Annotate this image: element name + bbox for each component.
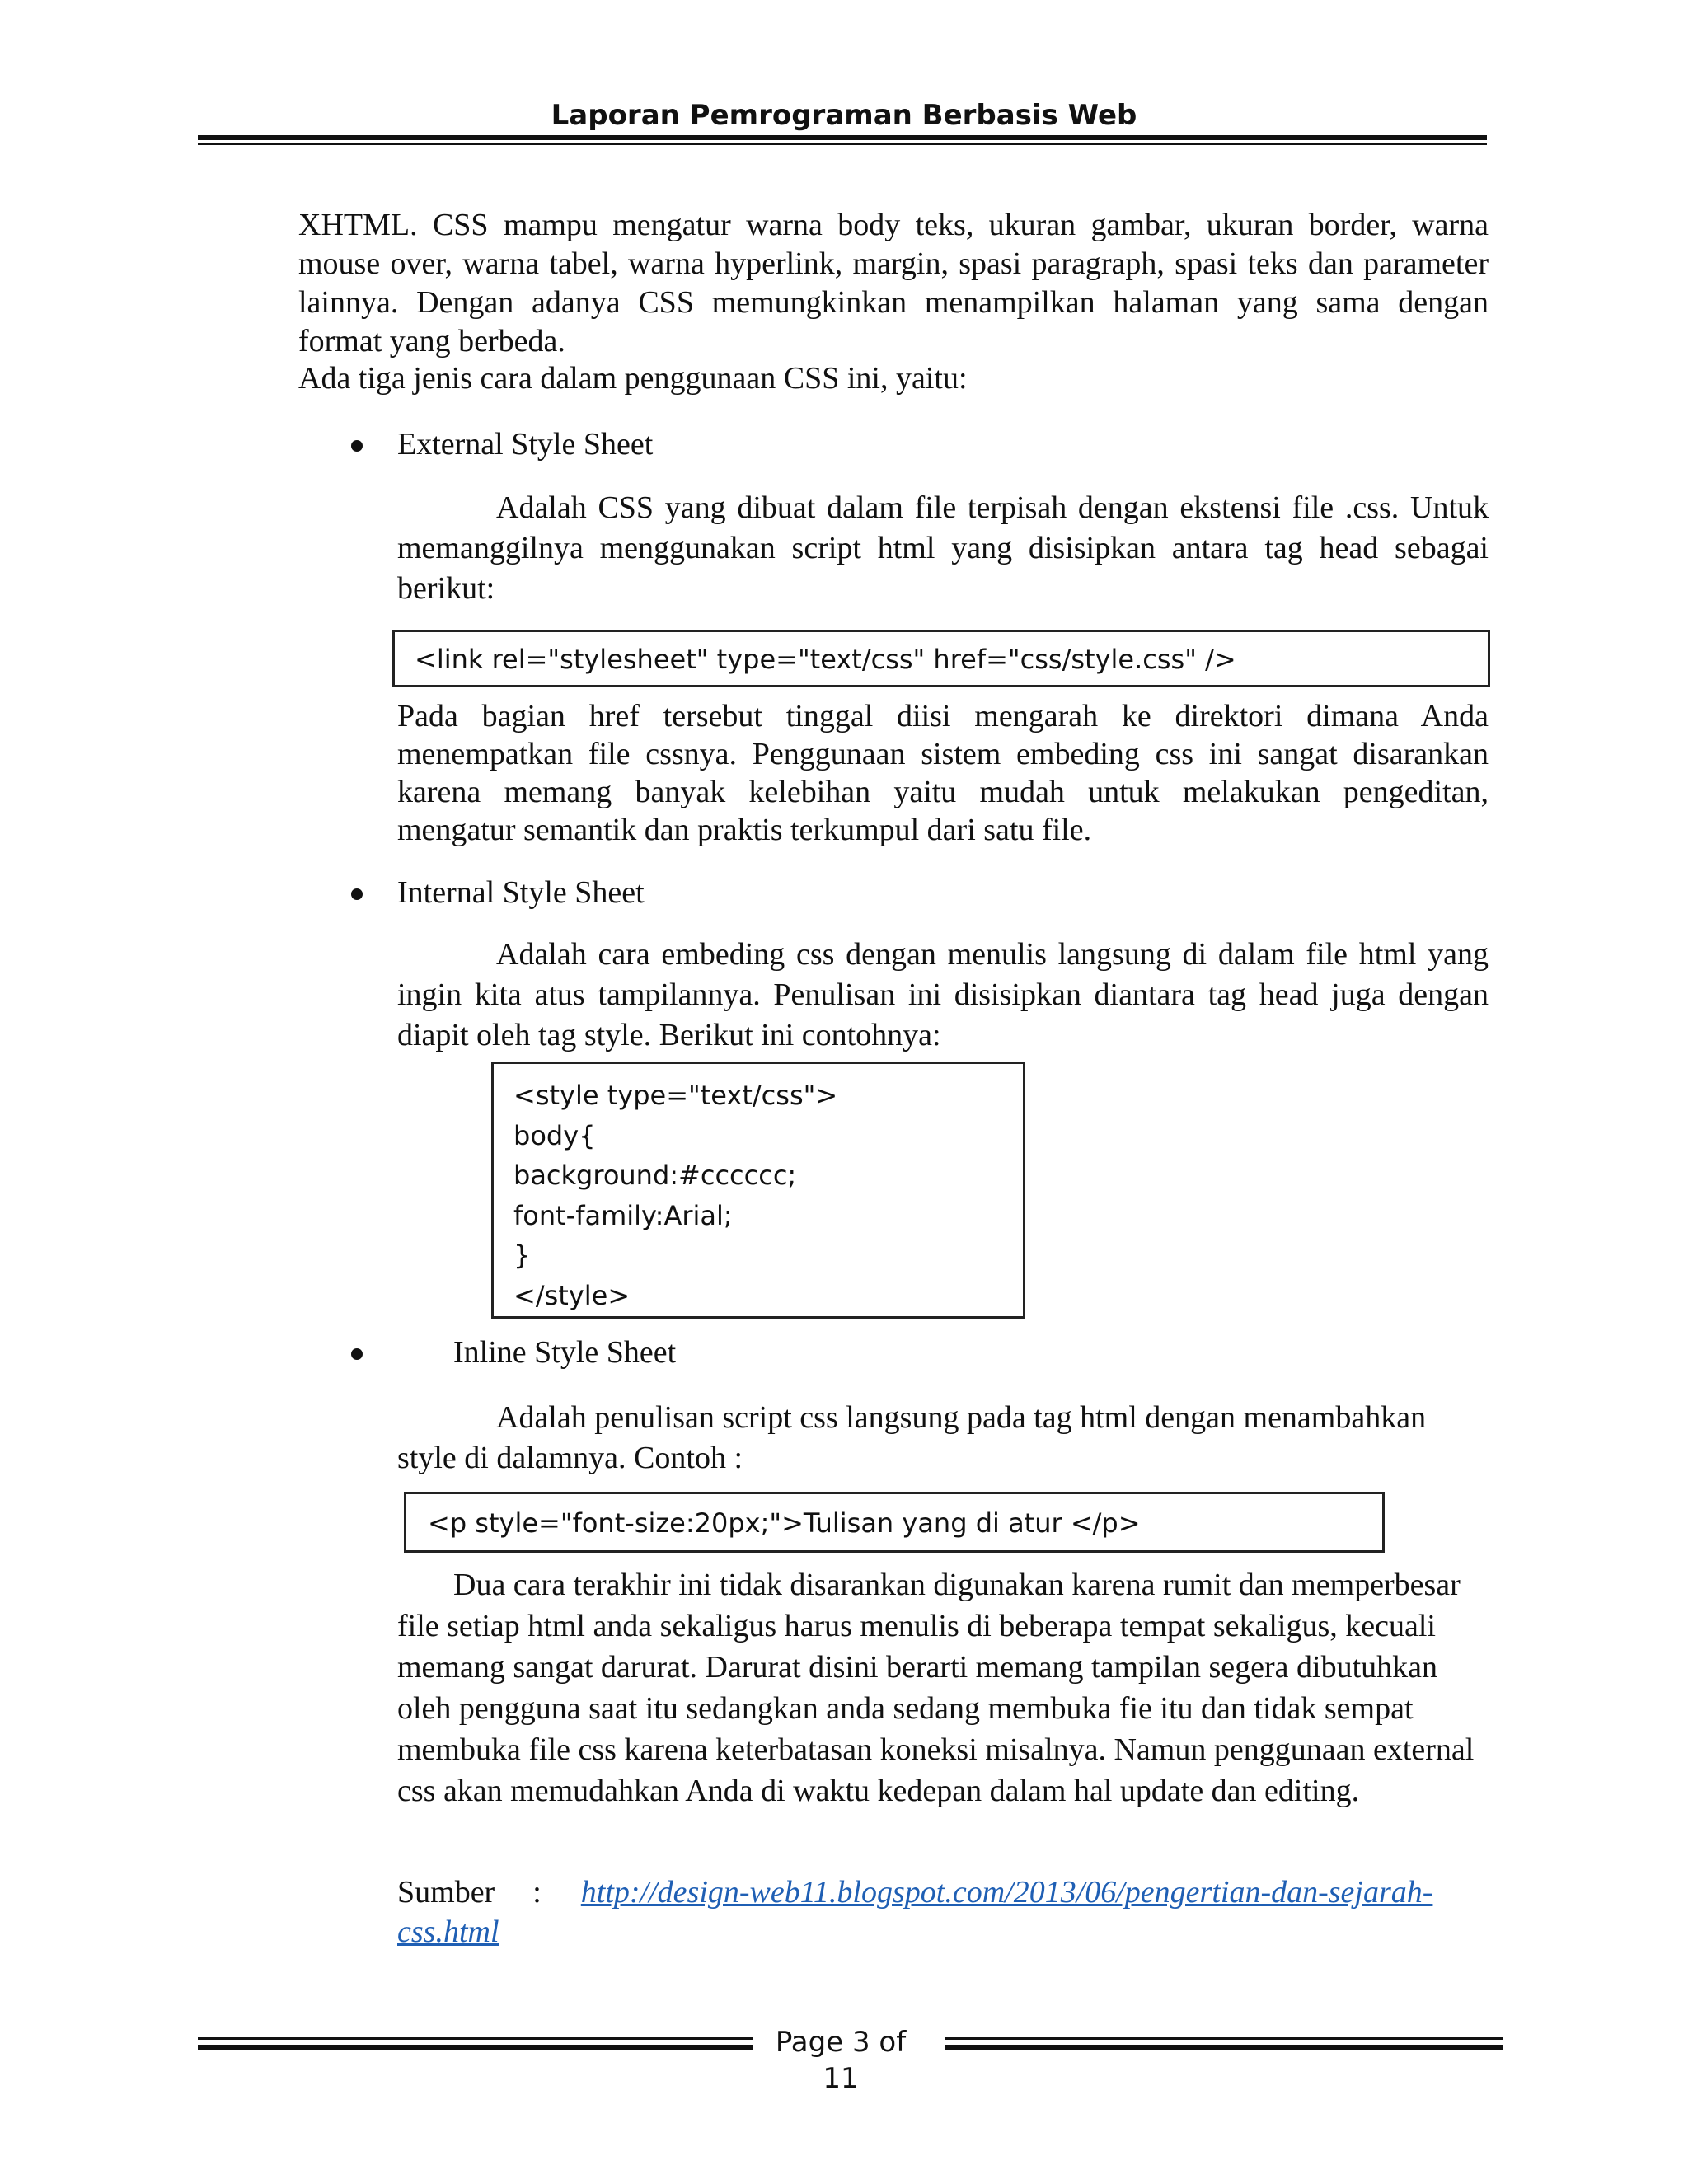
section-title-external: External Style Sheet (397, 427, 654, 462)
code-box-internal (491, 1062, 1025, 1319)
footer-rule-left-top (198, 2037, 753, 2040)
bullet-inline (351, 1348, 363, 1360)
code-line: <p style="font-size:20px;">Tulisan yang di atur </p> (428, 1507, 1141, 1539)
source-link-part1[interactable]: http://design-web11.blogspot.com/2013/06/pengertian-dan-sejarah- (580, 1875, 1433, 1910)
bullet-internal (351, 888, 363, 900)
section-desc-inline: Adalah penulisan script css langsung pada tag html dengan menambahkan style di dalamnya. Contoh : (397, 1400, 1427, 1475)
code-box-external (392, 630, 1490, 687)
code-line: font-family:Arial; (513, 1199, 733, 1231)
source-link-part2[interactable]: css.html (397, 1915, 499, 1949)
section-desc-external: Adalah CSS yang dibuat dalam file terpisah dengan ekstensi file .css. Untuk memanggilnya menggunakan script html yang disisipkan antara tag head sebagai berikut: (397, 490, 1489, 606)
code-box-inline (404, 1492, 1385, 1553)
intro-paragraph: XHTML. CSS mampu mengatur warna body teks, ukuran gambar, ukuran border, warna mouse over, warna tabel, warna hyperlink, margin, spasi paragraph, spasi teks dan parameter lainnya. Dengan adanya CSS memungkinkan menampilkan halaman yang sama dengan format yang berbeda. (298, 208, 1489, 359)
code-line: } (513, 1240, 531, 1271)
page-header-title: Laporan Pemrograman Berbasis Web (551, 99, 1137, 132)
section-after-external: Pada bagian href tersebut tinggal diisi mengarah ke direktori dimana Anda menempatkan file cssnya. Penggunaan sistem embeding css ini sangat disarankan karena memang banyak kelebihan yaitu mudah untuk melakukan pengeditan, mengatur semantik dan praktis terkumpul dari satu file. (397, 699, 1489, 847)
section-title-internal: Internal Style Sheet (397, 875, 645, 910)
header-rule-thick (198, 135, 1487, 140)
source-line (397, 1872, 1489, 1952)
header-rule-thin (198, 143, 1487, 145)
bullet-external (351, 440, 363, 452)
section-desc-internal: Adalah cara embeding css dengan menulis langsung di dalam file html yang ingin kita atus tampilannya. Penulisan ini disisipkan diantara tag head juga dengan diapit oleh tag style. Berikut ini contohnya: (397, 937, 1489, 1052)
footer-rule-right-bottom (945, 2045, 1503, 2050)
section-after-inline: Dua cara terakhir ini tidak disarankan digunakan karena rumit dan memperbesar file setiap html anda sekaligus harus menulis di beberapa tempat sekaligus, kecuali memang sangat darurat. Darurat disini berarti memang tampilan segera dibutuhkan oleh pengguna saat itu sedangkan anda sedang membuka fie itu dan tidak sempat membuka file css karena keterbatasan koneksi misalnya. Namun penggunaan external css akan memudahkan Anda di waktu kedepan dalam hal update dan editing. (397, 1568, 1475, 1808)
footer-rule-left-bottom (198, 2045, 753, 2050)
code-line: body{ (513, 1119, 596, 1151)
code-line: background:#cccccc; (513, 1160, 797, 1191)
source-separator: : (532, 1875, 542, 1910)
code-line: </style> (513, 1279, 631, 1311)
intro-lead: Ada tiga jenis cara dalam penggunaan CSS ini, yaitu: (298, 361, 968, 396)
code-line: <style type="text/css"> (513, 1080, 838, 1111)
source-label: Sumber (397, 1875, 495, 1910)
code-line: <link rel="stylesheet" type="text/css" href="css/style.css" /> (415, 644, 1236, 675)
page-number: Page 3 of 11 (775, 2026, 907, 2095)
footer-rule-right-top (945, 2037, 1503, 2040)
section-title-inline: Inline Style Sheet (453, 1335, 677, 1370)
